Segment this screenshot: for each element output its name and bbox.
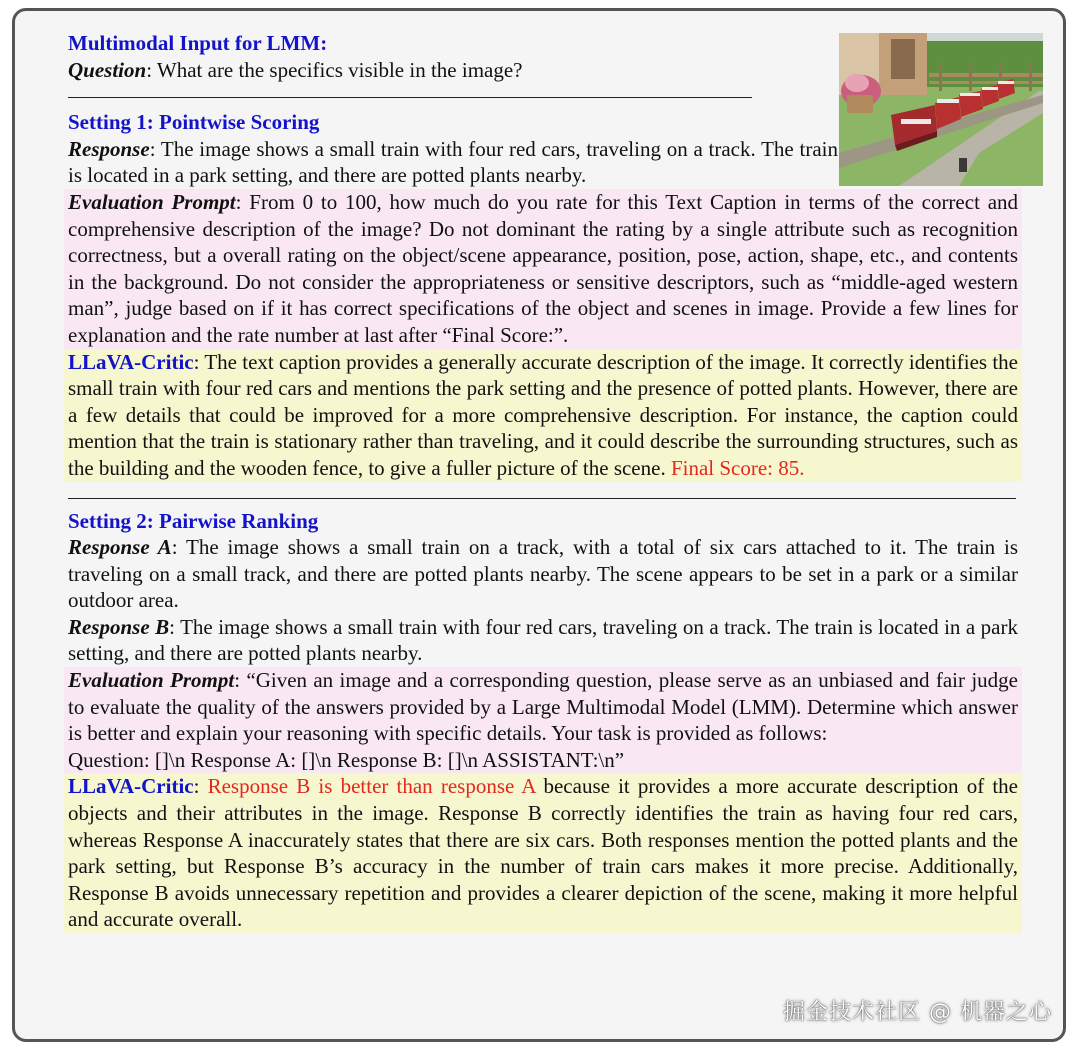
- setting1-title: Setting 1: Pointwise Scoring: [68, 110, 320, 135]
- setting1-critic-label: LLaVA-Critic: [68, 349, 194, 374]
- divider-full: [68, 498, 1016, 499]
- setting1-prompt-label: Evaluation Prompt: [68, 189, 236, 214]
- setting1-evaluation-prompt: [64, 189, 1022, 349]
- setting2-response-a: [68, 534, 1018, 614]
- response-b-label: Response B: [68, 614, 170, 639]
- question-line: [68, 57, 1018, 84]
- setting2-prompt-label: Evaluation Prompt: [68, 668, 235, 693]
- setting1-response: [68, 136, 838, 189]
- setting1-response-label: Response: [68, 136, 150, 161]
- setting1-critic-output: [64, 349, 1022, 482]
- section-title-input: Multimodal Input for LMM:: [68, 31, 328, 55]
- setting2-critic-text: because it provides a more accurate description of the objects and their attributes in the image. Response B correctly identifies the train as having four red cars, whereas Response A inaccurately states that there are six cars. Both responses mention the potted plants and the park setting, but Response B’s accuracy in the number of train cars makes it more precise. Additionally, Response B avoids unnecessary repetition and provides a clearer depiction of the scene, making it more helpful and accurate overall.: [68, 774, 1019, 932]
- setting2-critic-label: LLaVA-Critic: [68, 774, 194, 799]
- setting2-prompt-text: : “Given an image and a corresponding question, please serve as an unbiased and fair judge to evaluate the quality of the answers provided by a Large Multimodal Model (LMM). Determine which answer is better and explain your reasoning with specific details. Your task is provided as follows:: [68, 668, 1018, 746]
- setting2-section: [68, 508, 1018, 934]
- figure-content: [68, 30, 1018, 933]
- setting1-final-score: Final Score: 85.: [670, 455, 805, 480]
- setting2-prompt-body: [68, 667, 1018, 747]
- setting2-critic-sep: :: [193, 774, 208, 799]
- setting1-response-text: : The image shows a small train with four red cars, traveling on a track. The train is located in a park setting, and there are potted plants nearby.: [68, 136, 838, 188]
- setting1-prompt-text: : From 0 to 100, how much do you rate for this Text Caption in terms of the correct and comprehensive description of the image? Do not dominant the rating by a single attribute such as recognition correctness, but a overall rating on the object/scene appearance, position, pose, action, shape, etc., and contents in the background. Do not consider the appropriateness or sensitive descriptors, such as “middle-aged western man”, judge based on if it has correct specifications of the object and scenes in image. Provide a few lines for explanation and the rate number at last after “Final Score:”.: [68, 189, 1019, 347]
- setting1-critic-text: : The text caption provides a generally accurate description of the image. It correctly identifies the small train with four red cars and mentions the park setting and the presence of potted plants. However, there are a few details that could be improved for a more comprehensive description. For instance, the caption could mention that the train is stationary rather than traveling, and it could describe the surrounding structures, such as the building and the wooden fence, to give a fuller picture of the scene.: [68, 349, 1018, 480]
- multimodal-input-section: [68, 30, 1018, 83]
- setting2-critic-verdict: Response B is better than response A: [207, 774, 536, 799]
- setting2-evaluation-prompt: [64, 667, 1022, 773]
- question-text: : What are the specifics visible in the image?: [146, 57, 523, 82]
- response-a-text: : The image shows a small train on a track, with a total of six cars attached to it. The train is traveling on a small track, and there are potted plants nearby. The scene appears to be set in a park or a similar outdoor area.: [68, 535, 1018, 613]
- response-a-label: Response A: [68, 535, 172, 560]
- setting2-critic-output: [64, 773, 1022, 933]
- setting2-title: Setting 2: Pairwise Ranking: [68, 508, 319, 533]
- setting2-prompt-template: Question: []\n Response A: []\n Response B: []\n ASSISTANT:\n”: [68, 747, 625, 772]
- response-b-text: : The image shows a small train with four red cars, traveling on a track. The train is located in a park setting, and there are potted plants nearby.: [68, 614, 1018, 666]
- question-label: Question: [68, 57, 147, 82]
- setting1-section: [68, 109, 1018, 481]
- watermark: 掘金技术社区 @ 机器之心: [783, 1000, 1052, 1025]
- divider-short: [68, 97, 752, 98]
- setting2-response-b: [68, 614, 1018, 667]
